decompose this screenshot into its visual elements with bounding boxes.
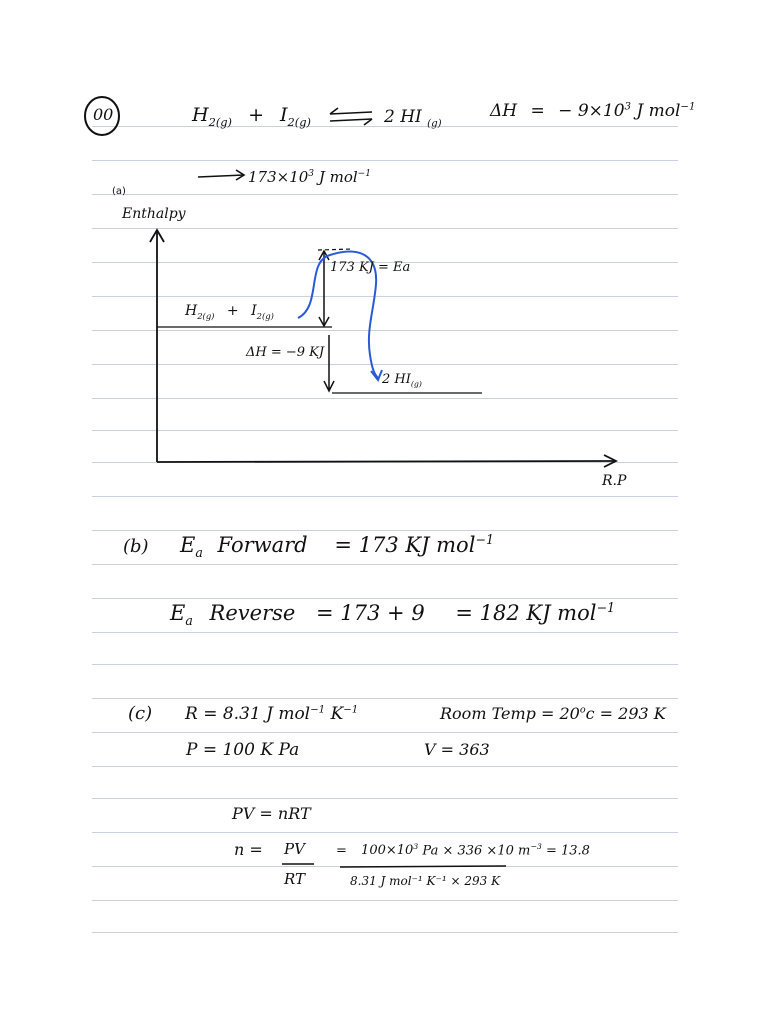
part-b-label: (b) bbox=[123, 536, 149, 557]
part-c-label: (c) bbox=[128, 703, 153, 724]
state-gas: 2(g) bbox=[208, 114, 233, 129]
plus-sign: + bbox=[248, 104, 264, 126]
n-equals: n = bbox=[234, 840, 263, 859]
part-a-label: (a) bbox=[112, 186, 126, 197]
product-label: 2 $HI_{(g)}$ bbox=[382, 372, 422, 389]
y-axis-label: Enthalpy bbox=[122, 206, 186, 222]
fraction-bar bbox=[340, 866, 506, 867]
ea-forward-line: $E_a$ Forward = 173 KJ mol$^{-1}$ bbox=[180, 532, 494, 561]
state-gas: 2(g) bbox=[287, 114, 311, 129]
question-number: 00 bbox=[93, 105, 114, 124]
calculation-denominator: 8.31 J mol⁻¹ K⁻¹ × 293 K bbox=[350, 874, 501, 888]
equation-reactants bbox=[192, 104, 311, 129]
right-arrow-icon bbox=[198, 170, 244, 180]
calculation-numerator: = $100\times 10^3$ Pa × 336 ×10 $m^{-3} = 13.8$ bbox=[336, 842, 590, 859]
delta-h-label: ΔH = −9 KJ bbox=[246, 345, 325, 360]
ea-reverse-line: $E_a$ Reverse = 173 + 9 = 182 KJ mol$^{-1}$ bbox=[170, 600, 616, 629]
volume-line: V = 363 bbox=[424, 740, 490, 759]
equilibrium-arrows-icon bbox=[330, 108, 372, 125]
fraction-denominator: RT bbox=[284, 870, 306, 888]
enthalpy-change-value: ΔH = − $9\times 10^3$ J mol$^{-1}$ bbox=[490, 101, 696, 121]
product-hi: 2 HI bbox=[384, 107, 422, 127]
room-temp-line: Room Temp = $20^oc = 293$ K bbox=[440, 704, 666, 723]
ideal-gas-law: PV = nRT bbox=[232, 804, 311, 823]
pressure-line: P = 100 K Pa bbox=[186, 740, 300, 760]
delta-h-arrow bbox=[324, 335, 334, 391]
activation-energy-note: $173\times 10^3$ J mol$^{-1}$ bbox=[248, 168, 371, 186]
peak-dashed-line bbox=[318, 249, 352, 250]
reactants-label: $H_{2(g)} + I_{2(g)}$ bbox=[185, 303, 274, 321]
equation-product bbox=[384, 107, 442, 129]
x-axis-label: R.P bbox=[602, 473, 627, 489]
reactant-h2: H bbox=[192, 104, 209, 126]
activation-energy-label: 173 KJ = Ea bbox=[330, 260, 411, 275]
gas-constant-line: R = 8.31 J mol$^{-1}$ $K^{-1}$ bbox=[185, 704, 359, 724]
fraction-numerator: PV bbox=[284, 840, 305, 858]
reactant-i2: I bbox=[280, 104, 288, 126]
state-gas: (g) bbox=[427, 118, 442, 130]
